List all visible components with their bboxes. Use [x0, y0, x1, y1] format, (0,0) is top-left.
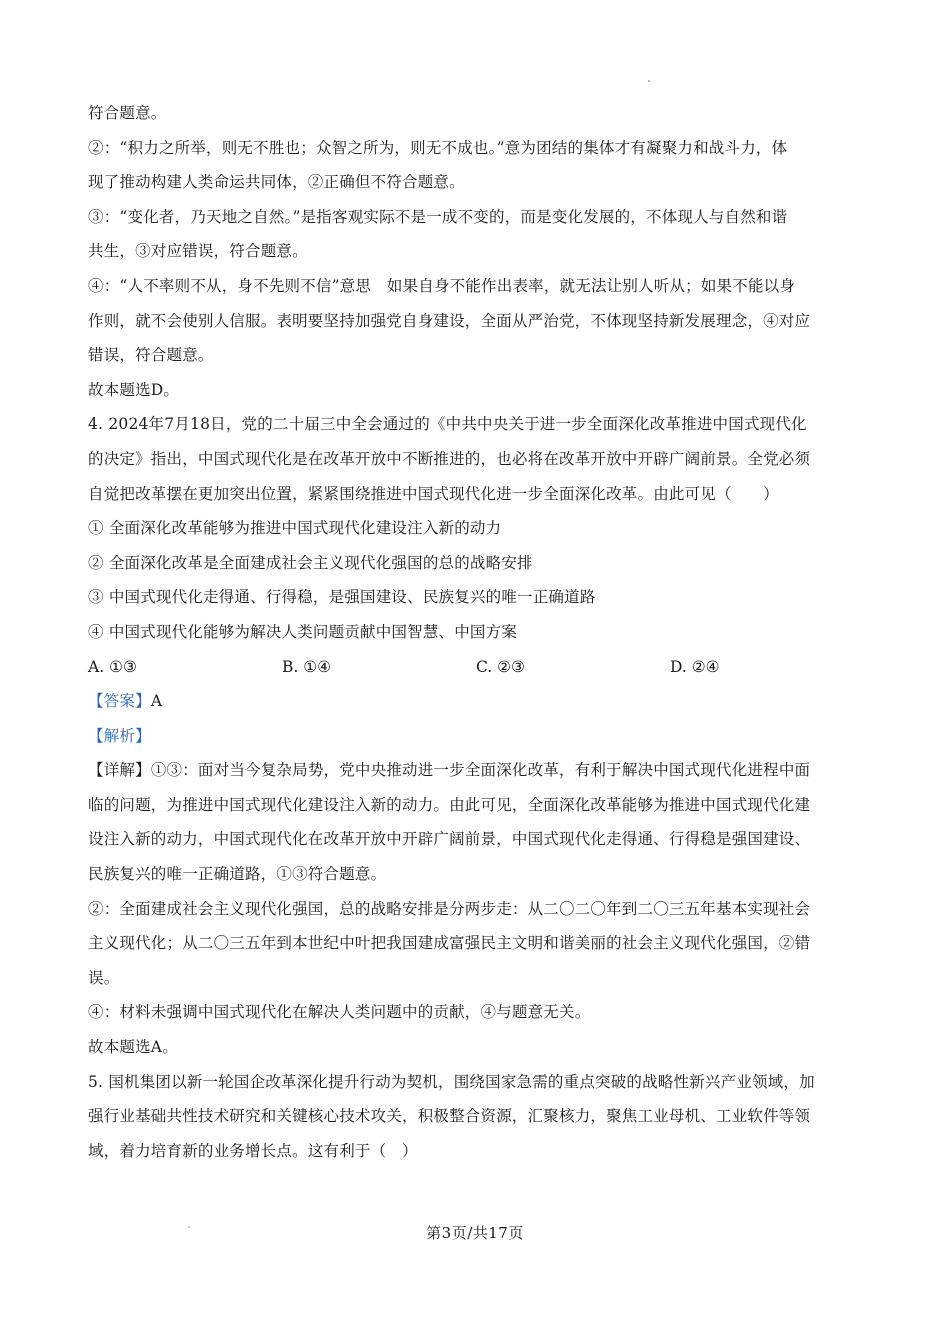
- detail-text: ①③：面对当今复杂局势，党中央推动进一步全面深化改革，有利于解决中国式现代化进程中面: [150, 761, 811, 780]
- text-line: 符合题意。: [88, 104, 167, 122]
- text-line: 现了推动构建人类命运共同体，②正确但不符合题意。: [88, 173, 465, 192]
- statement-2: ② 全面深化改革是全面建成社会主义现代化强国的总的战略安排: [88, 553, 533, 572]
- detail-tag: 【详解】: [88, 761, 151, 780]
- text-line: 设注入新的动力，中国式现代化在改革开放中开辟广阔前景，中国式现代化走得通、行得稳是强国建设、: [88, 830, 811, 849]
- question-4-stem-line: 4. 2024年7月18日，党的二十届三中全会通过的《中共中央关于进一步全面深化改革推进中国式现代化: [88, 415, 807, 434]
- statement-1: ① 全面深化改革能够为推进中国式现代化建设注入新的动力: [88, 519, 502, 538]
- answer-value: A: [150, 692, 163, 711]
- analysis-line: [88, 719, 878, 754]
- question-4-stem-line: 自觉把改革摆在更加突出位置，紧紧围绕推进中国式现代化进一步全面深化改革。由此可见（ ）: [88, 484, 779, 503]
- question-5-stem-line: 强行业基础共性技术研究和关键核心技术攻关，积极整合资源，汇聚核力，聚焦工业母机、工业软件等领: [88, 1107, 811, 1126]
- question-5-stem-line: 5. 国机集团以新一轮国企改革深化提升行动为契机，围绕国家急需的重点突破的战略性新兴产业领域，加: [88, 1072, 815, 1091]
- text-line: 主义现代化；从二〇三五年到本世纪中叶把我国建成富强民主文明和谐美丽的社会主义现代化强国，②错: [88, 934, 811, 953]
- page-number: 第3页/共17页: [426, 1224, 524, 1242]
- statement-3: ③ 中国式现代化走得通、行得稳，是强国建设、民族复兴的唯一正确道路: [88, 588, 596, 607]
- answer-options: [88, 650, 878, 685]
- text-line: ④：材料未强调中国式现代化在解决人类问题中的贡献，④与题意无关。: [88, 1003, 591, 1022]
- answer-line: [88, 684, 878, 719]
- answer-tag: 【答案】: [88, 692, 151, 711]
- option-d: D. ②④: [670, 657, 720, 676]
- option-b: B. ①④: [282, 657, 332, 676]
- text-line: ②：“积力之所举，则无不胜也；众智之所为，则无不成也。”意为团结的集体才有凝聚力和战斗力，体: [88, 138, 788, 157]
- question-4-stem-line: 的决定》指出，中国式现代化是在改革开放中不断推进的，也必将在改革开放中开辟广阔前景。全党必须: [88, 449, 811, 468]
- text-line: 错误，符合题意。: [88, 346, 214, 365]
- text-line: 共生，③对应错误，符合题意。: [88, 242, 308, 261]
- text-line: 误。: [88, 968, 120, 987]
- option-c: C. ②③: [476, 657, 525, 676]
- text-line: ④：“人不率则不从，身不先则不信”意思 如果自身不能作出表率，就无法让别人听从；如果不能以身: [88, 276, 796, 295]
- text-line: ②：全面建成社会主义现代化强国，总的战略安排是分两步走：从二〇二〇年到二〇三五年基本实现社会: [88, 899, 811, 918]
- text-line: 民族复兴的唯一正确道路，①③符合题意。: [88, 865, 387, 884]
- question-5-stem-line: 域，着力培育新的业务增长点。这有利于（ ）: [88, 1141, 418, 1160]
- text-line: ③：“变化者，乃天地之自然。”是指客观实际不是一成不变的，而是变化发展的，不体现人与自然和谐: [88, 207, 788, 226]
- page-content: [88, 96, 878, 1168]
- conclusion-line: 故本题选A。: [88, 1038, 178, 1057]
- statement-4: ④ 中国式现代化能够为解决人类问题贡献中国智慧、中国方案: [88, 622, 518, 641]
- text-line: 临的问题，为推进中国式现代化建设注入新的动力。由此可见，全面深化改革能够为推进中国式现代化建: [88, 795, 811, 814]
- conclusion-line: 故本题选D。: [88, 380, 180, 399]
- option-a: A. ①③: [88, 657, 137, 676]
- detail-line: [88, 753, 878, 788]
- scan-speck: [648, 80, 650, 82]
- text-line: 作则，就不会使别人信服。表明要坚持加强党自身建设，全面从严治党，不体现坚持新发展理念，④对应: [88, 311, 811, 330]
- analysis-tag: 【解析】: [88, 726, 151, 745]
